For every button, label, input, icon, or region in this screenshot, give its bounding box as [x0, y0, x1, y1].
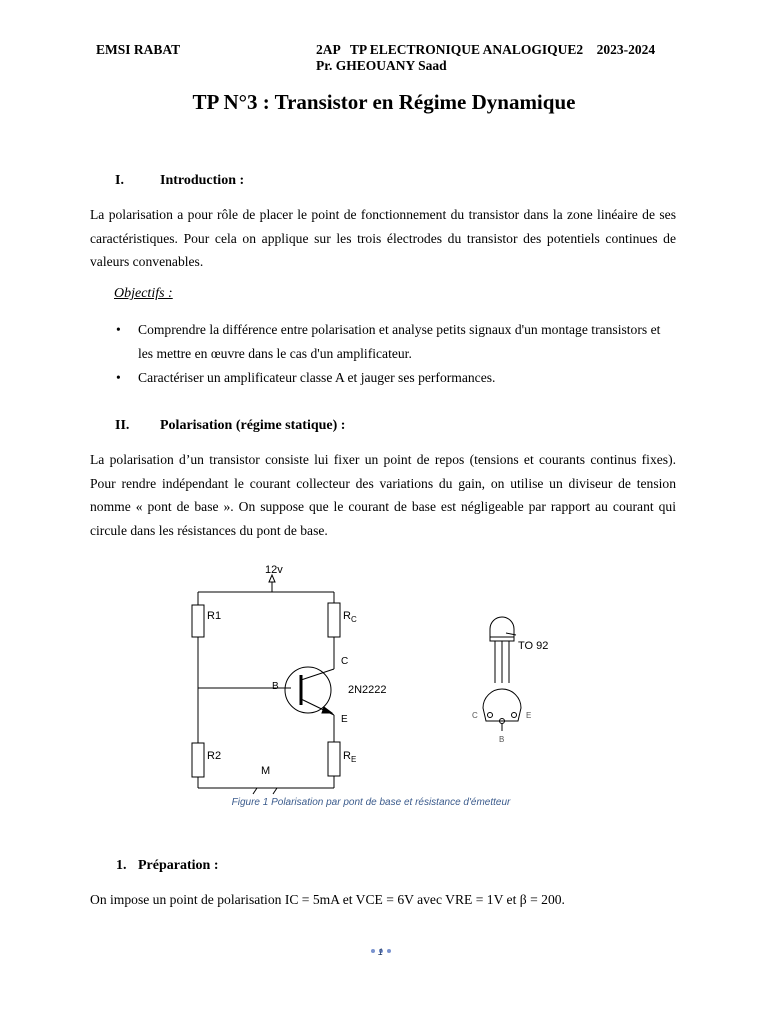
- section-2-number: II.: [115, 418, 130, 433]
- rc-sub-label: C: [350, 615, 357, 624]
- list-item-text: Comprendre la différence entre polarisation et analyse petits signaux d'un montage transistors et les mettre en œuvre dans le cas d'un amplificateur.: [138, 322, 661, 361]
- package-label: TO 92: [518, 640, 549, 652]
- re-resistor: [328, 742, 340, 776]
- section-2-heading: Polarisation (régime statique) :: [160, 418, 346, 433]
- pkg-c-label: C: [472, 711, 478, 720]
- page-title: TP N°3 : Transistor en Régime Dynamique: [192, 90, 576, 114]
- pkg-e-label: E: [526, 711, 532, 720]
- rc-resistor: [328, 603, 340, 637]
- section-2-paragraph: La polarisation d’un transistor consiste lui fixer un point de repos (tensions et courants continus fixes). Pour rendre indépendant le courant collecteur des variations du gain, on utilise un diviseur de tension nomme « pont de base ». On suppose que le courant de base est négligeable par rapport au courant qui circule dans les résistances du pont de base.: [90, 452, 676, 538]
- circuit-diagram: [0, 555, 768, 795]
- transistor-label: 2N2222: [348, 684, 387, 696]
- transistor-body: [285, 667, 331, 713]
- section-1-paragraph: La polarisation a pour rôle de placer le point de fonctionnement du transistor dans la zone linéaire de ses caractéristiques. Pour cela on applique sur les trois électrodes du transistor des potentiels continues de valeurs convenables.: [90, 207, 676, 269]
- re-main-label: R: [343, 750, 351, 762]
- pin-e-label: E: [341, 714, 348, 725]
- objectives-list: [116, 318, 676, 390]
- list-item: [116, 366, 676, 390]
- pkg-b-label: B: [499, 735, 505, 744]
- subsection-1-number: 1.: [116, 858, 127, 873]
- r1-resistor: [192, 605, 204, 637]
- section-1-heading: Introduction :: [160, 173, 245, 188]
- list-item-text: Caractériser un amplificateur classe A et jauger ses performances.: [138, 370, 496, 385]
- bullet-icon: •: [116, 322, 121, 337]
- header-course: 2AP TP ELECTRONIQUE ANALOGIQUE2 2023-2024: [316, 42, 656, 57]
- bullet-icon: •: [116, 370, 121, 385]
- r2-label: R2: [207, 750, 222, 762]
- section-1-number: I.: [115, 173, 124, 188]
- figure-caption: Figure 1 Polarisation par pont de base et résistance d'émetteur: [231, 797, 511, 808]
- re-sub-label: E: [350, 755, 357, 764]
- page-number: 1: [378, 947, 384, 957]
- r2-resistor: [192, 743, 204, 777]
- supply-label: 12v: [265, 564, 283, 576]
- re-label: [343, 750, 356, 764]
- pin-b-label: B: [272, 681, 279, 692]
- ground-label: M: [261, 765, 271, 777]
- to92-pinout-icon: [483, 689, 521, 721]
- objectives-label: Objectifs :: [114, 286, 173, 301]
- subsection-1-heading: Préparation :: [138, 858, 219, 873]
- emitter-arrow-icon: [322, 707, 332, 713]
- rc-main-label: R: [343, 610, 351, 622]
- rc-label: [343, 610, 357, 624]
- header-school: EMSI RABAT: [96, 42, 181, 57]
- list-item: [116, 318, 676, 366]
- r1-label: R1: [207, 610, 222, 622]
- pin-c-label: C: [341, 656, 349, 667]
- subsection-1-paragraph: On impose un point de polarisation IC = 5mA et VCE = 6V avec VRE = 1V et β = 200.: [90, 892, 565, 907]
- header-teacher: Pr. GHEOUANY Saad: [316, 58, 447, 73]
